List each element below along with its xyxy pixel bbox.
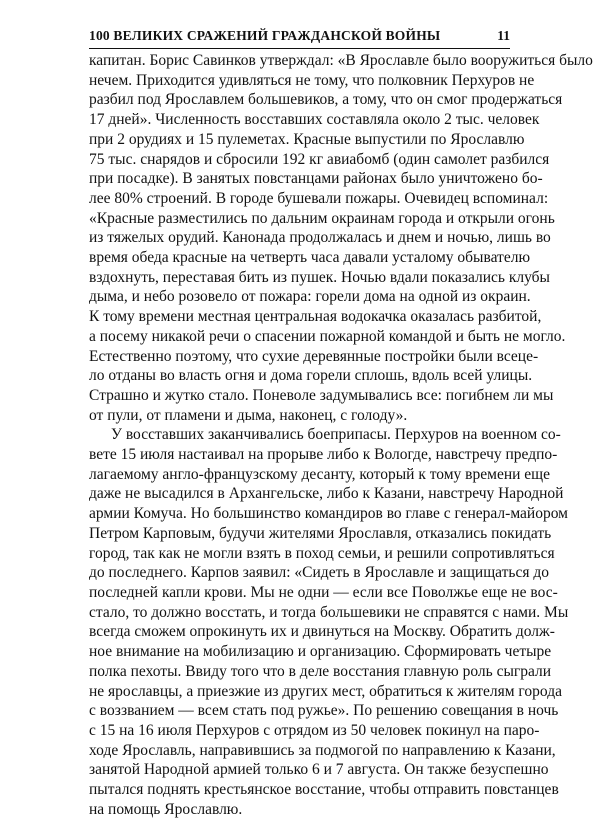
running-header: [89, 28, 510, 48]
text-line: последней капли крови. Мы не одни — если все Поволжье еще не вос-: [89, 583, 558, 601]
header-rule: [89, 48, 510, 49]
text-line: не ярославцы, а приезжие из других мест, обратиться к жителям города: [89, 682, 562, 700]
paragraph-1: [89, 51, 593, 425]
paragraph-2: [89, 425, 569, 819]
text-line: лагаемому англо-французскому десанту, который к тому времени еще: [89, 465, 550, 483]
text-line: даже не высадился в Архангельске, либо к Казани, навстречу Народной: [89, 485, 564, 503]
text-line: вете 15 июля настаивал на прорыве либо к Вологде, навстречу предпо-: [89, 446, 558, 464]
text-line: 75 тыс. снарядов и сбросили 192 кг авиабомб (один самолет разбился: [89, 150, 550, 168]
text-line: У восставших заканчивались боеприпасы. Перхуров на военном со-: [111, 426, 561, 444]
text-line: Страшно и жутко стало. Поневоле задумывались все: погибнем ли мы: [89, 386, 554, 404]
text-line: ло отданы во власть огня и дома горели сплошь, вдоль всей улицы.: [89, 367, 533, 385]
text-line: при посадке). В занятых повстанцами районах было уничтожено бо-: [89, 170, 543, 188]
text-line: время обеда красные на четверть часа давали усталому обывателю: [89, 249, 531, 267]
page-number: 11: [497, 28, 510, 43]
text-line: а посему никакой речи о спасении пожарной командой и быть не могло.: [89, 327, 566, 345]
text-line: занятой Народной армией только 6 и 7 августа. Он также безуспешно: [89, 761, 549, 779]
text-line: разбил под Ярославлем большевиков, а тому, что он смог продержаться: [89, 91, 563, 109]
text-line: К тому времени местная центральная водокачка оказалась разбитой,: [89, 308, 542, 326]
text-line: до последнего. Карпов заявил: «Сидеть в Ярославле и защищаться до: [89, 564, 549, 582]
text-line: ное внимание на мобилизацию и организацию. Сформировать четыре: [89, 643, 552, 661]
text-line: пытался поднять крестьянское восстание, чтобы отправить повстанцев: [89, 781, 559, 799]
text-line: на помощь Ярославлю.: [89, 800, 243, 818]
text-line: нечем. Приходится удивляться не тому, что полковник Перхуров не: [89, 71, 535, 89]
text-line: от пули, от пламени и дыма, наконец, с голоду».: [89, 406, 408, 424]
text-line: при 2 орудиях и 15 пулеметах. Красные выпустили по Ярославлю: [89, 130, 525, 148]
text-line: вздохнуть, переставая бить из пушек. Ночью вдали показались клубы: [89, 268, 550, 286]
text-line: армии Комуча. Но большинство командиров во главе с генерал-майором: [89, 505, 568, 523]
text-line: «Красные разместились по дальним окраинам города и открыли огонь: [89, 209, 555, 227]
text-line: ходе Ярославль, направившись за подмогой по направлению к Казани,: [89, 741, 556, 759]
text-line: город, так как не могли взять в поход семьи, и решили сопротивляться: [89, 544, 555, 562]
running-title: 100 ВЕЛИКИХ СРАЖЕНИЙ ГРАЖДАНСКОЙ ВОЙНЫ: [89, 28, 441, 43]
text-line: 17 дней». Численность восставших составляла около 2 тыс. человек: [89, 111, 540, 129]
body-text: [89, 51, 593, 819]
text-line: Естественно поэтому, что сухие деревянные постройки были всеце-: [89, 347, 539, 365]
text-line: с 15 на 16 июля Перхуров с отрядом из 50 человек покинул на паро-: [89, 721, 540, 739]
text-line: капитан. Борис Савинков утверждал: «В Ярославле было вооружиться было: [89, 52, 593, 69]
text-line: Петром Карповым, будучи жителями Ярославля, отказались покидать: [89, 524, 552, 542]
text-line: лее 80% строений. В городе бушевали пожары. Очевидец вспоминал:: [89, 189, 549, 207]
text-line: полка пехоты. Ввиду того что в деле восстания главную роль сыграли: [89, 662, 552, 680]
text-line: стало, то должно восстать, и тогда большевики не справятся с нами. Мы: [89, 603, 569, 621]
text-line: из тяжелых орудий. Канонада продолжалась и днем и ночью, лишь во: [89, 229, 551, 247]
text-line: всегда сможем опрокинуть их и двинуться на Москву. Обратить долж-: [89, 623, 555, 641]
text-line: дыма, и небо розовело от пожара: горели дома на одной из окраин.: [89, 288, 531, 306]
text-line: с воззванием — всем стать под ружье». По решению совещания в ночь: [89, 702, 559, 720]
